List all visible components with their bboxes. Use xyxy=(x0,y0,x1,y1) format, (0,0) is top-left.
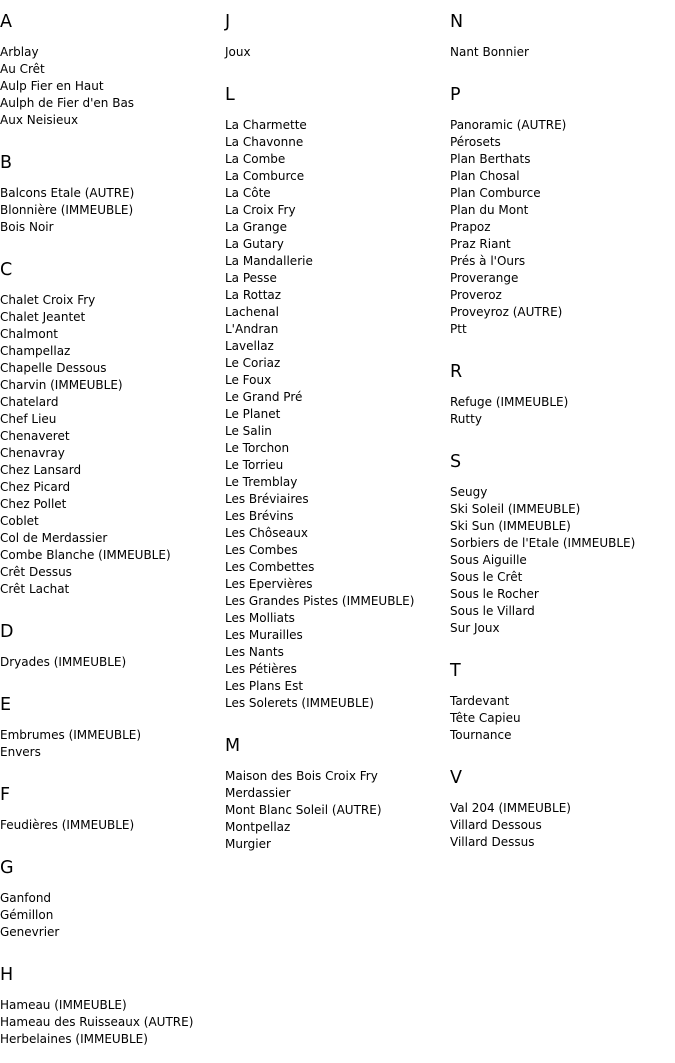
place-link[interactable]: Mont Blanc Soleil (AUTRE) xyxy=(225,803,382,817)
list-item xyxy=(0,61,225,78)
place-list xyxy=(450,32,675,73)
list-item xyxy=(0,817,225,834)
letter-heading: M xyxy=(225,736,241,756)
place-link[interactable]: Les Bréviaires xyxy=(225,492,309,506)
place-link[interactable]: Feudières (IMMEUBLE) xyxy=(0,818,135,832)
list-item xyxy=(225,134,450,151)
list-item xyxy=(0,581,225,598)
list-item xyxy=(0,309,225,326)
list-item xyxy=(0,513,225,530)
place-link[interactable]: Aulph de Fier d'en Bas xyxy=(0,96,135,110)
place-link[interactable]: Tournance xyxy=(450,728,512,742)
place-link[interactable]: Refuge (IMMEUBLE) xyxy=(450,395,569,409)
letter-section xyxy=(450,649,675,756)
list-item xyxy=(450,117,675,134)
place-link[interactable]: Ptt xyxy=(450,322,467,336)
place-link[interactable]: Montpellaz xyxy=(225,820,291,834)
place-link[interactable]: Le Torrieu xyxy=(225,458,284,472)
list-item xyxy=(450,236,675,253)
place-link[interactable]: Les Pétières xyxy=(225,662,297,676)
place-link[interactable]: Prés à l'Ours xyxy=(450,254,526,268)
list-item xyxy=(450,501,675,518)
place-link[interactable]: Chez Picard xyxy=(0,480,71,494)
list-item xyxy=(450,800,675,817)
place-link[interactable]: Les Brévins xyxy=(225,509,294,523)
index-column-2 xyxy=(225,0,450,865)
letter-heading: H xyxy=(0,965,14,985)
letter-heading: T xyxy=(450,661,461,681)
place-link[interactable]: Les Combes xyxy=(225,543,298,557)
place-link[interactable]: Coblet xyxy=(0,514,39,528)
letter-section xyxy=(0,683,225,773)
list-item xyxy=(0,292,225,309)
place-list xyxy=(450,105,675,350)
place-link[interactable]: Les Epervières xyxy=(225,577,313,591)
place-link[interactable]: Blonnière (IMMEUBLE) xyxy=(0,203,134,217)
place-link[interactable]: Envers xyxy=(0,745,41,759)
place-link[interactable]: Pérosets xyxy=(450,135,501,149)
place-link[interactable]: Sorbiers de l'Etale (IMMEUBLE) xyxy=(450,536,636,550)
list-item xyxy=(225,253,450,270)
place-link[interactable]: Aulp Fier en Haut xyxy=(0,79,104,93)
list-item xyxy=(225,372,450,389)
place-link[interactable]: Les Combettes xyxy=(225,560,315,574)
place-link[interactable]: Les Plans Est xyxy=(225,679,304,693)
place-link[interactable]: Sous le Rocher xyxy=(450,587,539,601)
list-item xyxy=(450,693,675,710)
list-item xyxy=(225,768,450,785)
place-link[interactable]: Hameau des Ruisseaux (AUTRE) xyxy=(0,1015,194,1029)
place-list xyxy=(225,32,450,73)
list-item xyxy=(450,394,675,411)
place-link[interactable]: Dryades (IMMEUBLE) xyxy=(0,655,127,669)
place-link[interactable]: Herbelaines (IMMEUBLE) xyxy=(0,1032,148,1046)
place-link[interactable]: Lavellaz xyxy=(225,339,274,353)
place-link[interactable]: Lachenal xyxy=(225,305,279,319)
list-item xyxy=(0,78,225,95)
place-link[interactable]: Genevrier xyxy=(0,925,60,939)
place-link[interactable]: La Comburce xyxy=(225,169,305,183)
place-link[interactable]: Proveroz xyxy=(450,288,502,302)
place-link[interactable]: Chez Lansard xyxy=(0,463,82,477)
list-item xyxy=(225,785,450,802)
letter-section xyxy=(450,756,675,863)
list-item xyxy=(225,819,450,836)
list-item xyxy=(0,360,225,377)
place-link[interactable]: Col de Merdassier xyxy=(0,531,108,545)
list-item xyxy=(225,542,450,559)
place-link[interactable]: Prapoz xyxy=(450,220,491,234)
place-link[interactable]: Chalmont xyxy=(0,327,59,341)
list-item xyxy=(225,406,450,423)
letter-heading: L xyxy=(225,85,235,105)
place-link[interactable]: Les Murailles xyxy=(225,628,303,642)
place-link[interactable]: Plan Chosal xyxy=(450,169,520,183)
list-item xyxy=(225,508,450,525)
list-item xyxy=(450,603,675,620)
place-link[interactable]: Plan Comburce xyxy=(450,186,541,200)
letter-section xyxy=(450,73,675,350)
letter-heading: V xyxy=(450,768,462,788)
place-link[interactable]: Plan Berthats xyxy=(450,152,531,166)
list-item xyxy=(0,1014,225,1031)
place-link[interactable]: La Croix Fry xyxy=(225,203,296,217)
place-link[interactable]: Sur Joux xyxy=(450,621,500,635)
letter-section xyxy=(0,0,225,141)
place-link[interactable]: Les Chôseaux xyxy=(225,526,308,540)
list-item xyxy=(225,627,450,644)
list-item xyxy=(0,95,225,112)
place-link[interactable]: Ganfond xyxy=(0,891,52,905)
list-item xyxy=(225,321,450,338)
place-link[interactable]: Tardevant xyxy=(450,694,510,708)
list-item xyxy=(225,491,450,508)
place-link[interactable]: Bois Noir xyxy=(0,220,54,234)
place-link[interactable]: Sous le Villard xyxy=(450,604,535,618)
place-link[interactable]: Chenavray xyxy=(0,446,65,460)
list-item xyxy=(450,253,675,270)
letter-heading: N xyxy=(450,12,464,32)
place-list xyxy=(0,985,225,1060)
place-link[interactable]: Chef Lieu xyxy=(0,412,57,426)
list-item xyxy=(225,440,450,457)
place-link[interactable]: Les Solerets (IMMEUBLE) xyxy=(225,696,374,710)
place-link[interactable]: Seugy xyxy=(450,485,488,499)
list-item xyxy=(450,44,675,61)
place-link[interactable]: Combe Blanche (IMMEUBLE) xyxy=(0,548,171,562)
place-link[interactable]: La Grange xyxy=(225,220,288,234)
place-link[interactable]: L'Andran xyxy=(225,322,279,336)
place-list xyxy=(225,105,450,724)
list-item xyxy=(225,219,450,236)
letter-heading: F xyxy=(0,785,11,805)
place-link[interactable]: Chez Pollet xyxy=(0,497,67,511)
list-item xyxy=(0,890,225,907)
place-link[interactable]: Le Tremblay xyxy=(225,475,298,489)
letter-section xyxy=(450,350,675,440)
list-item xyxy=(225,185,450,202)
list-item xyxy=(0,744,225,761)
letter-section xyxy=(225,73,450,724)
list-item xyxy=(225,593,450,610)
place-link[interactable]: Sous Aiguille xyxy=(450,553,527,567)
place-link[interactable]: La Pesse xyxy=(225,271,277,285)
place-link[interactable]: Panoramic (AUTRE) xyxy=(450,118,567,132)
place-link[interactable]: Le Foux xyxy=(225,373,272,387)
list-item xyxy=(450,817,675,834)
place-link[interactable]: Charvin (IMMEUBLE) xyxy=(0,378,123,392)
list-item xyxy=(0,377,225,394)
list-item xyxy=(0,547,225,564)
place-link[interactable]: Le Grand Pré xyxy=(225,390,303,404)
list-item xyxy=(0,462,225,479)
place-link[interactable]: Crêt Lachat xyxy=(0,582,70,596)
list-item xyxy=(225,117,450,134)
place-link[interactable]: Le Coriaz xyxy=(225,356,281,370)
list-item xyxy=(0,394,225,411)
letter-section xyxy=(225,0,450,73)
place-link[interactable]: Tête Capieu xyxy=(450,711,521,725)
place-link[interactable]: Chalet Jeantet xyxy=(0,310,86,324)
place-link[interactable]: Aux Neisieux xyxy=(0,113,79,127)
list-item xyxy=(0,219,225,236)
list-item xyxy=(225,44,450,61)
letter-heading: J xyxy=(225,12,231,32)
list-item xyxy=(450,270,675,287)
place-link[interactable]: Val 204 (IMMEUBLE) xyxy=(450,801,571,815)
place-link[interactable]: Chatelard xyxy=(0,395,59,409)
letter-heading: D xyxy=(0,622,14,642)
place-link[interactable]: Hameau (IMMEUBLE) xyxy=(0,998,127,1012)
list-item xyxy=(0,44,225,61)
list-item xyxy=(0,530,225,547)
letter-heading: R xyxy=(450,362,463,382)
list-item xyxy=(225,168,450,185)
letter-section xyxy=(0,773,225,846)
letter-section xyxy=(0,141,225,248)
place-link[interactable]: Gémillon xyxy=(0,908,54,922)
letter-heading: S xyxy=(450,452,462,472)
letter-section xyxy=(450,0,675,73)
list-item xyxy=(225,559,450,576)
list-item xyxy=(225,525,450,542)
letter-section xyxy=(0,610,225,683)
place-link[interactable]: Merdassier xyxy=(225,786,291,800)
place-list xyxy=(450,788,675,863)
place-list xyxy=(225,756,450,865)
list-item xyxy=(450,834,675,851)
place-link[interactable]: Chenaveret xyxy=(0,429,70,443)
list-item xyxy=(225,644,450,661)
place-link[interactable]: La Chavonne xyxy=(225,135,304,149)
place-list xyxy=(0,642,225,683)
place-link[interactable]: Ski Sun (IMMEUBLE) xyxy=(450,519,571,533)
place-link[interactable]: Crêt Dessus xyxy=(0,565,72,579)
list-item xyxy=(450,134,675,151)
list-item xyxy=(0,564,225,581)
list-item xyxy=(0,654,225,671)
list-item xyxy=(0,428,225,445)
place-link[interactable]: Plan du Mont xyxy=(450,203,529,217)
place-link[interactable]: Sous le Crêt xyxy=(450,570,523,584)
list-item xyxy=(0,496,225,513)
place-link[interactable]: La Rottaz xyxy=(225,288,282,302)
list-item xyxy=(225,236,450,253)
list-item xyxy=(0,1031,225,1048)
list-item xyxy=(450,518,675,535)
place-link[interactable]: Champellaz xyxy=(0,344,71,358)
place-link[interactable]: Rutty xyxy=(450,412,482,426)
list-item xyxy=(450,185,675,202)
list-item xyxy=(450,727,675,744)
place-list xyxy=(450,382,675,440)
place-link[interactable]: Les Nants xyxy=(225,645,284,659)
place-link[interactable]: La Combe xyxy=(225,152,286,166)
list-item xyxy=(225,151,450,168)
place-link[interactable]: Praz Riant xyxy=(450,237,511,251)
letter-section xyxy=(0,953,225,1060)
list-item xyxy=(0,727,225,744)
letter-section xyxy=(0,846,225,953)
place-link[interactable]: Ski Soleil (IMMEUBLE) xyxy=(450,502,581,516)
place-link[interactable]: Proverange xyxy=(450,271,519,285)
list-item xyxy=(450,484,675,501)
list-item xyxy=(450,535,675,552)
list-item xyxy=(450,151,675,168)
list-item xyxy=(225,304,450,321)
place-list xyxy=(0,280,225,610)
place-list xyxy=(0,878,225,953)
list-item xyxy=(450,287,675,304)
list-item xyxy=(450,552,675,569)
list-item xyxy=(225,338,450,355)
list-item xyxy=(0,326,225,343)
place-link[interactable]: Embrumes (IMMEUBLE) xyxy=(0,728,142,742)
place-list xyxy=(450,472,675,649)
list-item xyxy=(225,661,450,678)
list-item xyxy=(0,343,225,360)
list-item xyxy=(450,710,675,727)
list-item xyxy=(225,610,450,627)
list-item xyxy=(0,202,225,219)
list-item xyxy=(225,802,450,819)
letter-heading: G xyxy=(0,858,14,878)
list-item xyxy=(0,185,225,202)
list-item xyxy=(0,997,225,1014)
list-item xyxy=(0,112,225,129)
letter-heading: E xyxy=(0,695,12,715)
place-link[interactable]: La Côte xyxy=(225,186,271,200)
place-link[interactable]: Les Grandes Pistes (IMMEUBLE) xyxy=(225,594,415,608)
list-item xyxy=(225,287,450,304)
list-item xyxy=(0,924,225,941)
list-item xyxy=(450,411,675,428)
list-item xyxy=(0,445,225,462)
letter-heading: B xyxy=(0,153,13,173)
list-item xyxy=(450,569,675,586)
place-link[interactable]: Les Molliats xyxy=(225,611,295,625)
place-link[interactable]: Joux xyxy=(225,45,251,59)
list-item xyxy=(450,321,675,338)
place-link[interactable]: Proveyroz (AUTRE) xyxy=(450,305,563,319)
place-link[interactable]: Balcons Etale (AUTRE) xyxy=(0,186,135,200)
list-item xyxy=(450,620,675,637)
list-item xyxy=(450,219,675,236)
place-list xyxy=(450,681,675,756)
place-link[interactable]: Nant Bonnier xyxy=(450,45,529,59)
list-item xyxy=(225,576,450,593)
list-item xyxy=(225,423,450,440)
place-link[interactable]: Maison des Bois Croix Fry xyxy=(225,769,378,783)
list-item xyxy=(225,836,450,853)
list-item xyxy=(225,695,450,712)
letter-heading: C xyxy=(0,260,13,280)
letter-section xyxy=(225,724,450,865)
place-link[interactable]: Villard Dessus xyxy=(450,835,535,849)
place-list xyxy=(0,32,225,141)
place-link[interactable]: Chalet Croix Fry xyxy=(0,293,96,307)
list-item xyxy=(450,304,675,321)
letter-section xyxy=(450,440,675,649)
place-link[interactable]: Villard Dessous xyxy=(450,818,542,832)
place-link[interactable]: Arblay xyxy=(0,45,39,59)
place-link[interactable]: Chapelle Dessous xyxy=(0,361,107,375)
list-item xyxy=(0,411,225,428)
place-list xyxy=(0,173,225,248)
place-link[interactable]: Le Torchon xyxy=(225,441,290,455)
place-list xyxy=(0,715,225,773)
list-item xyxy=(225,355,450,372)
letter-heading: P xyxy=(450,85,461,105)
list-item xyxy=(225,270,450,287)
list-item xyxy=(225,457,450,474)
index-column-1 xyxy=(0,0,225,1060)
place-link[interactable]: La Mandallerie xyxy=(225,254,313,268)
place-link[interactable]: Le Salin xyxy=(225,424,272,438)
place-link[interactable]: Le Planet xyxy=(225,407,281,421)
index-column-3 xyxy=(450,0,675,863)
place-link[interactable]: La Charmette xyxy=(225,118,307,132)
place-list xyxy=(0,805,225,846)
place-link[interactable]: Au Crêt xyxy=(0,62,45,76)
list-item xyxy=(225,202,450,219)
list-item xyxy=(450,586,675,603)
letter-heading: A xyxy=(0,12,12,32)
list-item xyxy=(0,479,225,496)
letter-section xyxy=(0,248,225,610)
place-link[interactable]: La Gutary xyxy=(225,237,284,251)
list-item xyxy=(225,389,450,406)
place-link[interactable]: Murgier xyxy=(225,837,271,851)
list-item xyxy=(225,678,450,695)
list-item xyxy=(450,202,675,219)
list-item xyxy=(225,474,450,491)
list-item xyxy=(0,907,225,924)
list-item xyxy=(450,168,675,185)
